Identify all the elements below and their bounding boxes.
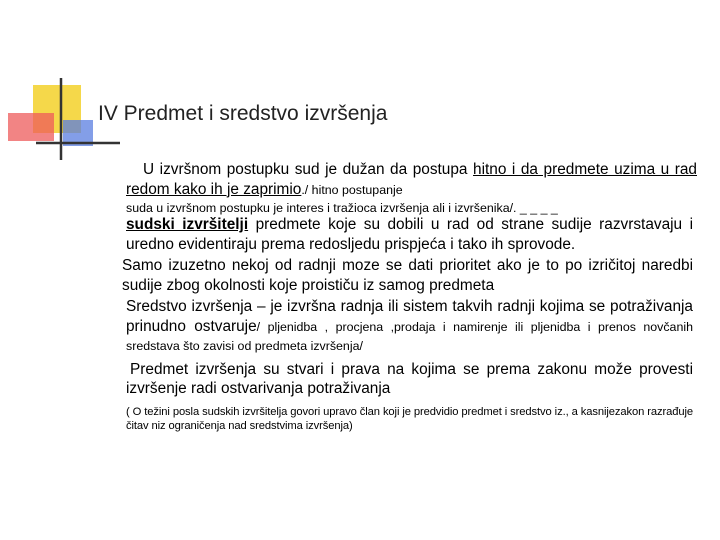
paragraph-3 — [126, 215, 693, 254]
p2-text: suda u izvršnom postupku je interes i tražioca izvršenja ali i izvršenika/. — [126, 201, 517, 215]
paragraph-2 — [126, 200, 693, 216]
p5-bold: Sredstvo izvršenja – je izvršna radnja ili sistem takvih radnji kojima se potraživanja prinudno ostvaruje — [126, 298, 693, 335]
decorative-squares — [0, 0, 120, 170]
paragraph-4: Samo izuzetno nekoj od radnji moze se dati prioritet ako je to po izričitoj naredbi sudije zbog okolnosti koje proističu iz samog predmeta — [122, 257, 693, 294]
p2-dash: _ _ _ _ — [516, 201, 558, 215]
paragraph-5 — [126, 297, 693, 356]
paragraph-6: Predmet izvršenja su stvari i prava na kojima se prema zakonu može provesti izvršenje radi ostvarivanja potraživanja — [126, 360, 693, 397]
page-title: IV Predmet i sredstvo izvršenja — [98, 102, 388, 125]
p5-tail: / pljenidba , procjena ,prodaja i namirenje ili pljenidba i prenos novčanih sredstava što zavisi od predmeta izvršenja/ — [126, 319, 693, 353]
p1-underlined: hitno i da predmete uzima u rad redom kako ih je zaprimio — [126, 161, 697, 198]
paragraph-7: ( O težini posla sudskih izvršitelja govori upravo član koji je predvidio predmet i sredstvo iz., a kasnijezakon razrađuje čitav niz ograničenja nad sredstvima izvršenja) — [126, 405, 693, 432]
document-body — [122, 160, 697, 433]
p1-tail: ./ hitno postupanje — [301, 182, 403, 197]
red-square — [8, 113, 54, 141]
p3-bold: sudski izvršitelji — [126, 216, 249, 233]
paragraph-1 — [126, 160, 697, 199]
p3-text: predmete koje su dobili u rad od strane sudije razvrstavaju i uredno evidentiraju prema redosljedu prispjeća i tako ih sprovode. — [126, 216, 694, 253]
p1-text: U izvršnom postupku sud je dužan da postupa — [143, 161, 474, 178]
